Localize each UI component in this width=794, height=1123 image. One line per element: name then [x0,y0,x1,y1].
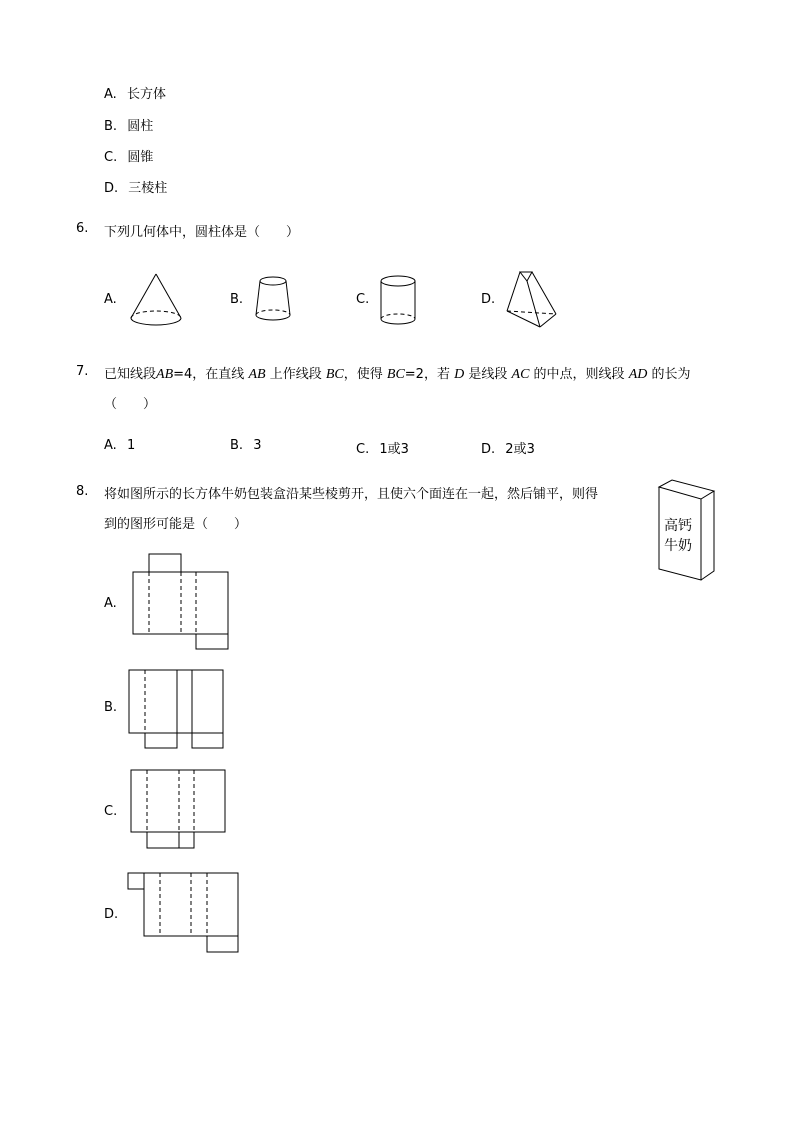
q7-number: 7. [76,364,89,379]
q8-option-d-letter[interactable]: D. [104,907,119,922]
segment-label: AB [156,367,174,382]
cone-icon [128,272,184,328]
option-text: 长方体 [126,87,166,102]
q7-option-b[interactable] [230,438,261,453]
q5-option-a[interactable] [104,83,166,102]
q8-option-c-letter[interactable]: C. [104,804,118,819]
stem-text: 上作线段 [269,367,322,382]
q8-number: 8. [76,484,89,499]
option-letter: C. [104,150,118,165]
option-letter: D. [104,181,119,196]
net-a-icon [132,553,230,651]
option-letter: B. [230,438,244,453]
q6-stem: 下列几何体中，圆柱体是（ ） [104,225,300,240]
option-letter: C. [356,442,370,457]
q6-number: 6. [76,221,89,236]
stem-text: ，使得 [343,367,383,382]
option-text: 3 [253,438,262,453]
q8-option-b-letter[interactable]: B. [104,700,118,715]
q7-option-d[interactable] [481,438,535,457]
q6-option-c-letter[interactable]: C. [356,292,370,307]
net-c-icon [130,769,228,851]
stem-text: 的中点，则线段 [533,367,625,382]
stem-text: 已知线段 [104,367,157,382]
option-text: 2或3 [505,442,535,457]
q6-option-a-letter[interactable]: A. [104,292,117,307]
q5-option-d[interactable] [104,177,167,196]
stem-text: =4，在直线 [173,367,245,382]
option-text: 圆锥 [127,150,154,165]
stem-text: 的长为 [651,367,691,382]
cylinder-icon [380,274,418,328]
stem-text: =2，若 [404,367,450,382]
milk-box-label-line2: 牛奶 [664,538,692,554]
q8-option-a-letter[interactable]: A. [104,596,117,611]
q8-stem-line2: 到的图形可能是（ ） [104,517,248,532]
q6-option-b-letter[interactable]: B. [230,292,244,307]
net-b-icon [128,669,226,751]
point-label: D [454,367,465,382]
option-letter: A. [104,438,117,453]
q5-option-b[interactable] [104,115,153,134]
segment-label: BC [325,367,344,382]
q7-option-a[interactable] [104,438,135,453]
option-letter: B. [104,119,118,134]
triangular-frustum-icon [506,270,558,330]
q6-option-d-letter[interactable]: D. [481,292,496,307]
option-text: 1或3 [379,442,409,457]
milk-box-label-line1: 高钙 [664,518,692,534]
segment-label: BC [386,367,405,382]
option-letter: D. [481,442,496,457]
net-d-icon [127,872,241,956]
option-text: 1 [126,438,136,453]
q8-stem-line1: 将如图所示的长方体牛奶包装盒沿某些棱剪开，且使六个面连在一起，然后铺平，则得 [104,487,599,502]
option-text: 圆柱 [127,119,154,134]
segment-label: AB [248,367,266,382]
q7-stem-line1 [104,363,691,383]
q7-stem-line2: （ ） [104,397,157,412]
segment-label: AC [511,367,530,382]
segment-label: AD [628,367,648,382]
q7-option-c[interactable] [356,438,409,457]
stem-text: 是线段 [468,367,508,382]
frustum-icon [254,276,294,324]
q5-option-c[interactable] [104,146,153,165]
option-letter: A. [104,87,117,102]
option-text: 三棱柱 [128,181,168,196]
